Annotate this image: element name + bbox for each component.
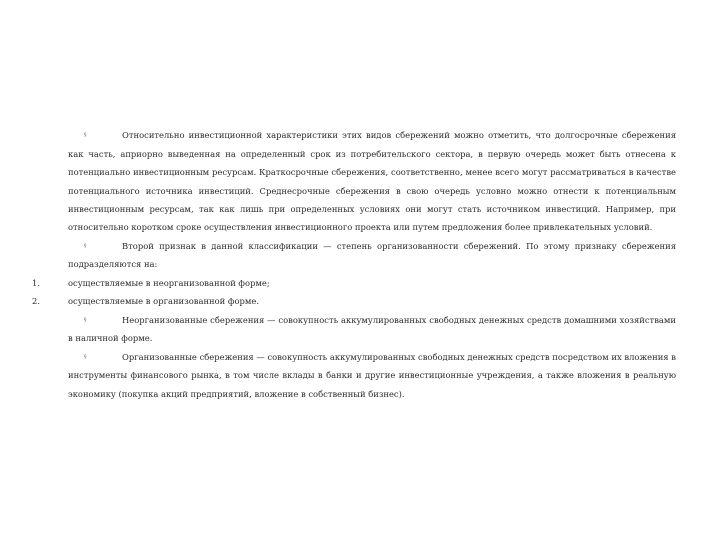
paragraph-text: Неорганизованные сбережения — совокупность аккумулированных свободных денежных средств домашними хозяйствами в наличной форме. <box>68 314 676 344</box>
paragraph-text: Второй признак в данной классификации — степень организованности сбережений. По этому признаку сбережения подразделяются на: <box>68 240 676 270</box>
paragraph-classification <box>68 237 676 274</box>
paragraph-text: Относительно инвестиционной характеристики этих видов сбережений можно отметить, что долгосрочные сбережения как часть, априорно выведенная на определенный срок из потребительского сектора, в первую очередь может быть отнесена к потенциально инвестиционным ресурсам. Краткосрочные сбережения, соответственно, менее всего могут рассматриваться в качестве потенциального источника инвестиций. Среднесрочные сбережения в свою очередь условно можно отнести к потенциальным инвестиционным ресурсам, так как лишь при определенных условиях они могут стать источником инвестиций. Например, при относительно коротком сроке осуществления инвестиционного проекта или путем предложения более привлекательных условий. <box>68 130 676 233</box>
list-item-text: осуществляемые в организованной форме. <box>68 296 259 307</box>
list-item <box>32 274 676 292</box>
list-item <box>32 292 676 310</box>
document-body <box>32 126 676 403</box>
list-number: 2. <box>32 296 40 307</box>
paragraph-organized-savings <box>68 348 676 404</box>
bullet-icon: § <box>84 354 87 361</box>
list-item-text: осуществляемые в неорганизованной форме; <box>68 277 270 288</box>
paragraph-long-term-savings <box>68 126 676 237</box>
paragraph-text: Организованные сбережения — совокупность аккумулированных свободных денежных средств посредством их вложения в инструменты финансового рынка, в том числе вклады в банки и другие инвестиционные учреждения, а также вложения в реальную экономику (покупка акций предприятий, вложение в собственный бизнес). <box>68 351 676 399</box>
bullet-icon: § <box>84 132 87 139</box>
bullet-icon: § <box>84 316 87 323</box>
bullet-icon: § <box>84 243 87 250</box>
paragraph-unorganized-savings <box>68 311 676 348</box>
list-number: 1. <box>32 277 40 288</box>
